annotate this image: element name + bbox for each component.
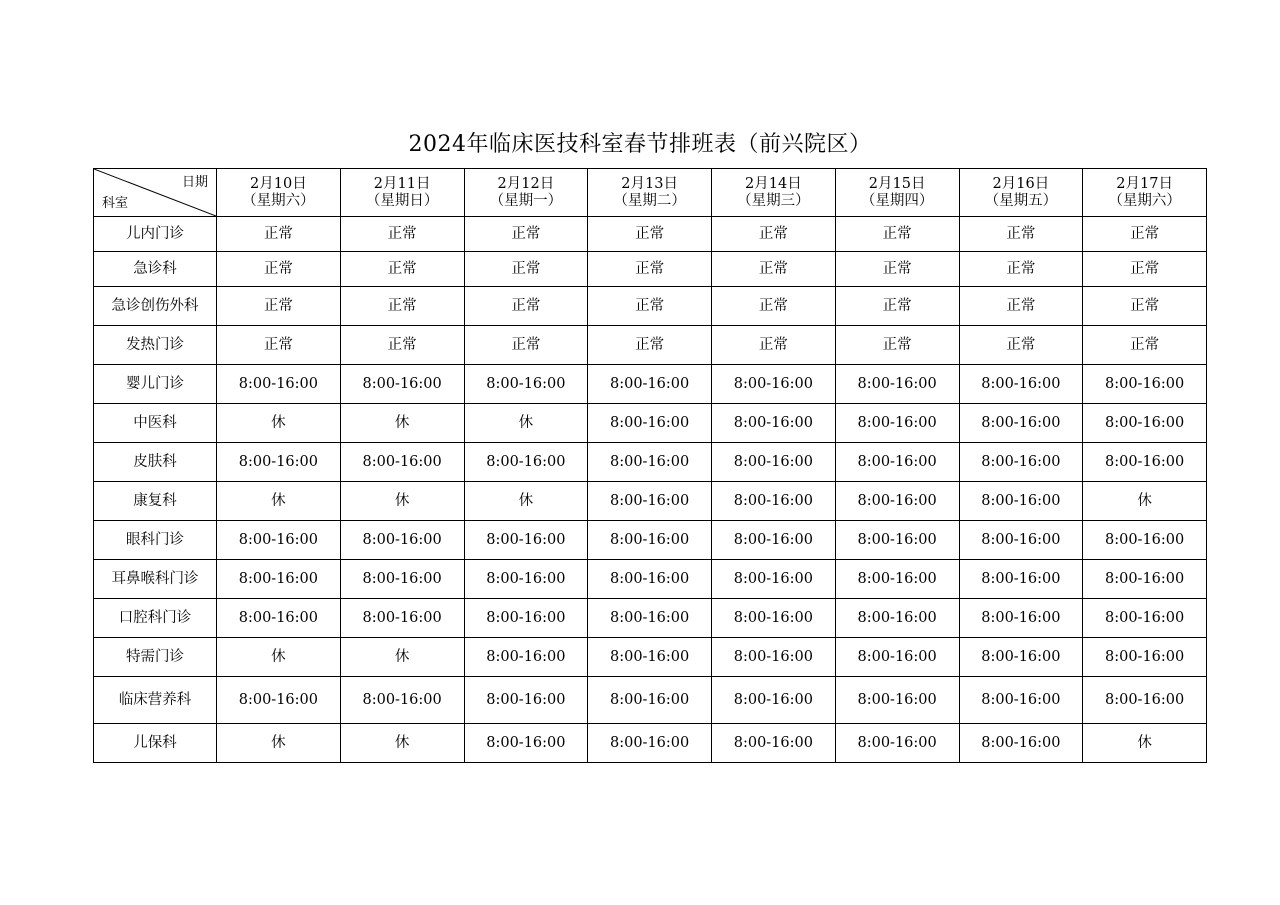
- schedule-table: [93, 168, 1207, 763]
- shift-cell: 休: [217, 724, 341, 763]
- department-cell: 儿保科: [94, 724, 217, 763]
- department-cell: 康复科: [94, 482, 217, 521]
- shift-cell: 8:00-16:00: [1083, 638, 1207, 677]
- shift-cell: 休: [340, 638, 464, 677]
- shift-cell: 8:00-16:00: [712, 482, 836, 521]
- shift-cell: 8:00-16:00: [959, 482, 1083, 521]
- table-row: [94, 443, 1207, 482]
- shift-cell: 正常: [1083, 252, 1207, 287]
- shift-cell: 正常: [959, 217, 1083, 252]
- shift-cell: 8:00-16:00: [588, 724, 712, 763]
- shift-cell: 正常: [835, 217, 959, 252]
- weekday-label: （星期五）: [984, 192, 1058, 209]
- shift-cell: 8:00-16:00: [340, 365, 464, 404]
- shift-cell: 8:00-16:00: [588, 677, 712, 724]
- corner-dept-label: 科室: [102, 196, 129, 211]
- department-cell: 急诊创伤外科: [94, 287, 217, 326]
- shift-cell: 8:00-16:00: [588, 521, 712, 560]
- date-label: 2月10日: [250, 175, 307, 192]
- shift-cell: 休: [217, 404, 341, 443]
- shift-cell: 正常: [959, 287, 1083, 326]
- shift-cell: 8:00-16:00: [959, 521, 1083, 560]
- shift-cell: 8:00-16:00: [217, 443, 341, 482]
- shift-cell: 正常: [835, 252, 959, 287]
- shift-cell: 正常: [340, 252, 464, 287]
- shift-cell: 8:00-16:00: [712, 404, 836, 443]
- weekday-label: （星期六）: [242, 192, 315, 209]
- weekday-label: （星期二）: [613, 192, 686, 209]
- date-label: 2月17日: [1116, 175, 1173, 192]
- corner-header-cell: [94, 169, 217, 217]
- shift-cell: 正常: [340, 287, 464, 326]
- shift-cell: 正常: [340, 326, 464, 365]
- table-row: [94, 724, 1207, 763]
- shift-cell: 8:00-16:00: [835, 443, 959, 482]
- shift-cell: 8:00-16:00: [959, 560, 1083, 599]
- shift-cell: 8:00-16:00: [588, 638, 712, 677]
- date-header-cell: [1083, 169, 1207, 217]
- department-cell: 婴儿门诊: [94, 365, 217, 404]
- shift-cell: 8:00-16:00: [835, 365, 959, 404]
- date-header-cell: [217, 169, 341, 217]
- shift-cell: 8:00-16:00: [959, 724, 1083, 763]
- shift-cell: 正常: [464, 326, 588, 365]
- date-header-cell: [464, 169, 588, 217]
- shift-cell: 休: [217, 638, 341, 677]
- table-row: [94, 365, 1207, 404]
- shift-cell: 休: [217, 482, 341, 521]
- shift-cell: 8:00-16:00: [1083, 443, 1207, 482]
- shift-cell: 8:00-16:00: [712, 560, 836, 599]
- shift-cell: 8:00-16:00: [340, 599, 464, 638]
- shift-cell: 8:00-16:00: [588, 599, 712, 638]
- shift-cell: 8:00-16:00: [712, 365, 836, 404]
- shift-cell: 8:00-16:00: [464, 521, 588, 560]
- shift-cell: 8:00-16:00: [464, 443, 588, 482]
- shift-cell: 8:00-16:00: [464, 365, 588, 404]
- table-row: [94, 287, 1207, 326]
- shift-cell: 8:00-16:00: [712, 521, 836, 560]
- table-row: [94, 560, 1207, 599]
- shift-cell: 8:00-16:00: [1083, 365, 1207, 404]
- table-row: [94, 482, 1207, 521]
- shift-cell: 休: [340, 404, 464, 443]
- shift-cell: 8:00-16:00: [1083, 560, 1207, 599]
- shift-cell: 休: [340, 724, 464, 763]
- date-header-cell: [340, 169, 464, 217]
- department-cell: 儿内门诊: [94, 217, 217, 252]
- date-header-cell: [959, 169, 1083, 217]
- department-cell: 急诊科: [94, 252, 217, 287]
- shift-cell: 8:00-16:00: [835, 638, 959, 677]
- shift-cell: 8:00-16:00: [835, 560, 959, 599]
- shift-cell: 8:00-16:00: [835, 521, 959, 560]
- table-row: [94, 252, 1207, 287]
- department-cell: 口腔科门诊: [94, 599, 217, 638]
- weekday-label: （星期六）: [1108, 192, 1181, 209]
- table-row: [94, 326, 1207, 365]
- shift-cell: 正常: [959, 326, 1083, 365]
- shift-cell: 8:00-16:00: [959, 638, 1083, 677]
- shift-cell: 正常: [588, 326, 712, 365]
- shift-cell: 正常: [1083, 287, 1207, 326]
- shift-cell: 8:00-16:00: [959, 443, 1083, 482]
- department-cell: 眼科门诊: [94, 521, 217, 560]
- shift-cell: 8:00-16:00: [835, 724, 959, 763]
- date-label: 2月12日: [497, 175, 555, 192]
- date-header-cell: [835, 169, 959, 217]
- shift-cell: 8:00-16:00: [588, 365, 712, 404]
- shift-cell: 8:00-16:00: [1083, 677, 1207, 724]
- shift-cell: 正常: [835, 326, 959, 365]
- date-label: 2月11日: [373, 175, 431, 192]
- shift-cell: 正常: [1083, 217, 1207, 252]
- shift-cell: 正常: [464, 287, 588, 326]
- shift-cell: 正常: [464, 252, 588, 287]
- shift-cell: 8:00-16:00: [835, 677, 959, 724]
- shift-cell: 8:00-16:00: [712, 599, 836, 638]
- date-label: 2月13日: [621, 175, 678, 192]
- shift-cell: 8:00-16:00: [217, 560, 341, 599]
- shift-cell: 休: [1083, 724, 1207, 763]
- shift-cell: 8:00-16:00: [959, 365, 1083, 404]
- shift-cell: 8:00-16:00: [712, 677, 836, 724]
- shift-cell: 正常: [712, 287, 836, 326]
- shift-cell: 正常: [1083, 326, 1207, 365]
- shift-cell: 正常: [340, 217, 464, 252]
- shift-cell: 休: [1083, 482, 1207, 521]
- shift-cell: 8:00-16:00: [340, 677, 464, 724]
- weekday-label: （星期四）: [860, 192, 934, 209]
- date-header-cell: [712, 169, 836, 217]
- shift-cell: 8:00-16:00: [712, 638, 836, 677]
- shift-cell: 正常: [588, 287, 712, 326]
- shift-cell: 正常: [217, 252, 341, 287]
- shift-cell: 8:00-16:00: [835, 599, 959, 638]
- shift-cell: 8:00-16:00: [835, 404, 959, 443]
- shift-cell: 8:00-16:00: [464, 724, 588, 763]
- shift-cell: 8:00-16:00: [588, 443, 712, 482]
- shift-cell: 8:00-16:00: [835, 482, 959, 521]
- department-cell: 中医科: [94, 404, 217, 443]
- department-cell: 临床营养科: [94, 677, 217, 724]
- shift-cell: 正常: [712, 252, 836, 287]
- shift-cell: 正常: [959, 252, 1083, 287]
- department-cell: 发热门诊: [94, 326, 217, 365]
- shift-cell: 8:00-16:00: [340, 560, 464, 599]
- weekday-label: （星期三）: [737, 192, 810, 209]
- date-label: 2月15日: [868, 175, 926, 192]
- shift-cell: 8:00-16:00: [217, 365, 341, 404]
- shift-cell: 8:00-16:00: [712, 724, 836, 763]
- shift-cell: 8:00-16:00: [340, 521, 464, 560]
- shift-cell: 8:00-16:00: [464, 599, 588, 638]
- shift-cell: 8:00-16:00: [464, 677, 588, 724]
- department-cell: 皮肤科: [94, 443, 217, 482]
- shift-cell: 8:00-16:00: [464, 638, 588, 677]
- shift-cell: 8:00-16:00: [588, 482, 712, 521]
- table-row: [94, 677, 1207, 724]
- shift-cell: 8:00-16:00: [217, 677, 341, 724]
- shift-cell: 8:00-16:00: [1083, 404, 1207, 443]
- shift-cell: 正常: [588, 217, 712, 252]
- table-row: [94, 599, 1207, 638]
- date-label: 2月16日: [992, 175, 1050, 192]
- table-row: [94, 521, 1207, 560]
- department-cell: 耳鼻喉科门诊: [94, 560, 217, 599]
- shift-cell: 正常: [712, 326, 836, 365]
- corner-date-label: 日期: [181, 175, 208, 190]
- shift-cell: 正常: [464, 217, 588, 252]
- shift-cell: 8:00-16:00: [464, 560, 588, 599]
- table-row: [94, 217, 1207, 252]
- shift-cell: 8:00-16:00: [959, 677, 1083, 724]
- table-row: [94, 404, 1207, 443]
- shift-cell: 正常: [835, 287, 959, 326]
- weekday-label: （星期一）: [489, 192, 563, 209]
- shift-cell: 正常: [217, 326, 341, 365]
- shift-cell: 8:00-16:00: [959, 404, 1083, 443]
- shift-cell: 8:00-16:00: [217, 599, 341, 638]
- page-title: 2024年临床医技科室春节排班表（前兴院区）: [408, 132, 872, 157]
- header-row: [94, 169, 1207, 217]
- table-row: [94, 638, 1207, 677]
- date-label: 2月14日: [745, 175, 802, 192]
- shift-cell: 8:00-16:00: [1083, 521, 1207, 560]
- weekday-label: （星期日）: [365, 192, 439, 209]
- shift-cell: 正常: [712, 217, 836, 252]
- shift-cell: 正常: [217, 287, 341, 326]
- shift-cell: 8:00-16:00: [712, 443, 836, 482]
- shift-cell: 休: [340, 482, 464, 521]
- shift-cell: 8:00-16:00: [340, 443, 464, 482]
- shift-cell: 8:00-16:00: [588, 404, 712, 443]
- shift-cell: 休: [464, 482, 588, 521]
- shift-cell: 8:00-16:00: [1083, 599, 1207, 638]
- shift-cell: 8:00-16:00: [588, 560, 712, 599]
- shift-cell: 8:00-16:00: [217, 521, 341, 560]
- shift-cell: 休: [464, 404, 588, 443]
- department-cell: 特需门诊: [94, 638, 217, 677]
- shift-cell: 8:00-16:00: [959, 599, 1083, 638]
- shift-cell: 正常: [588, 252, 712, 287]
- shift-cell: 正常: [217, 217, 341, 252]
- date-header-cell: [588, 169, 712, 217]
